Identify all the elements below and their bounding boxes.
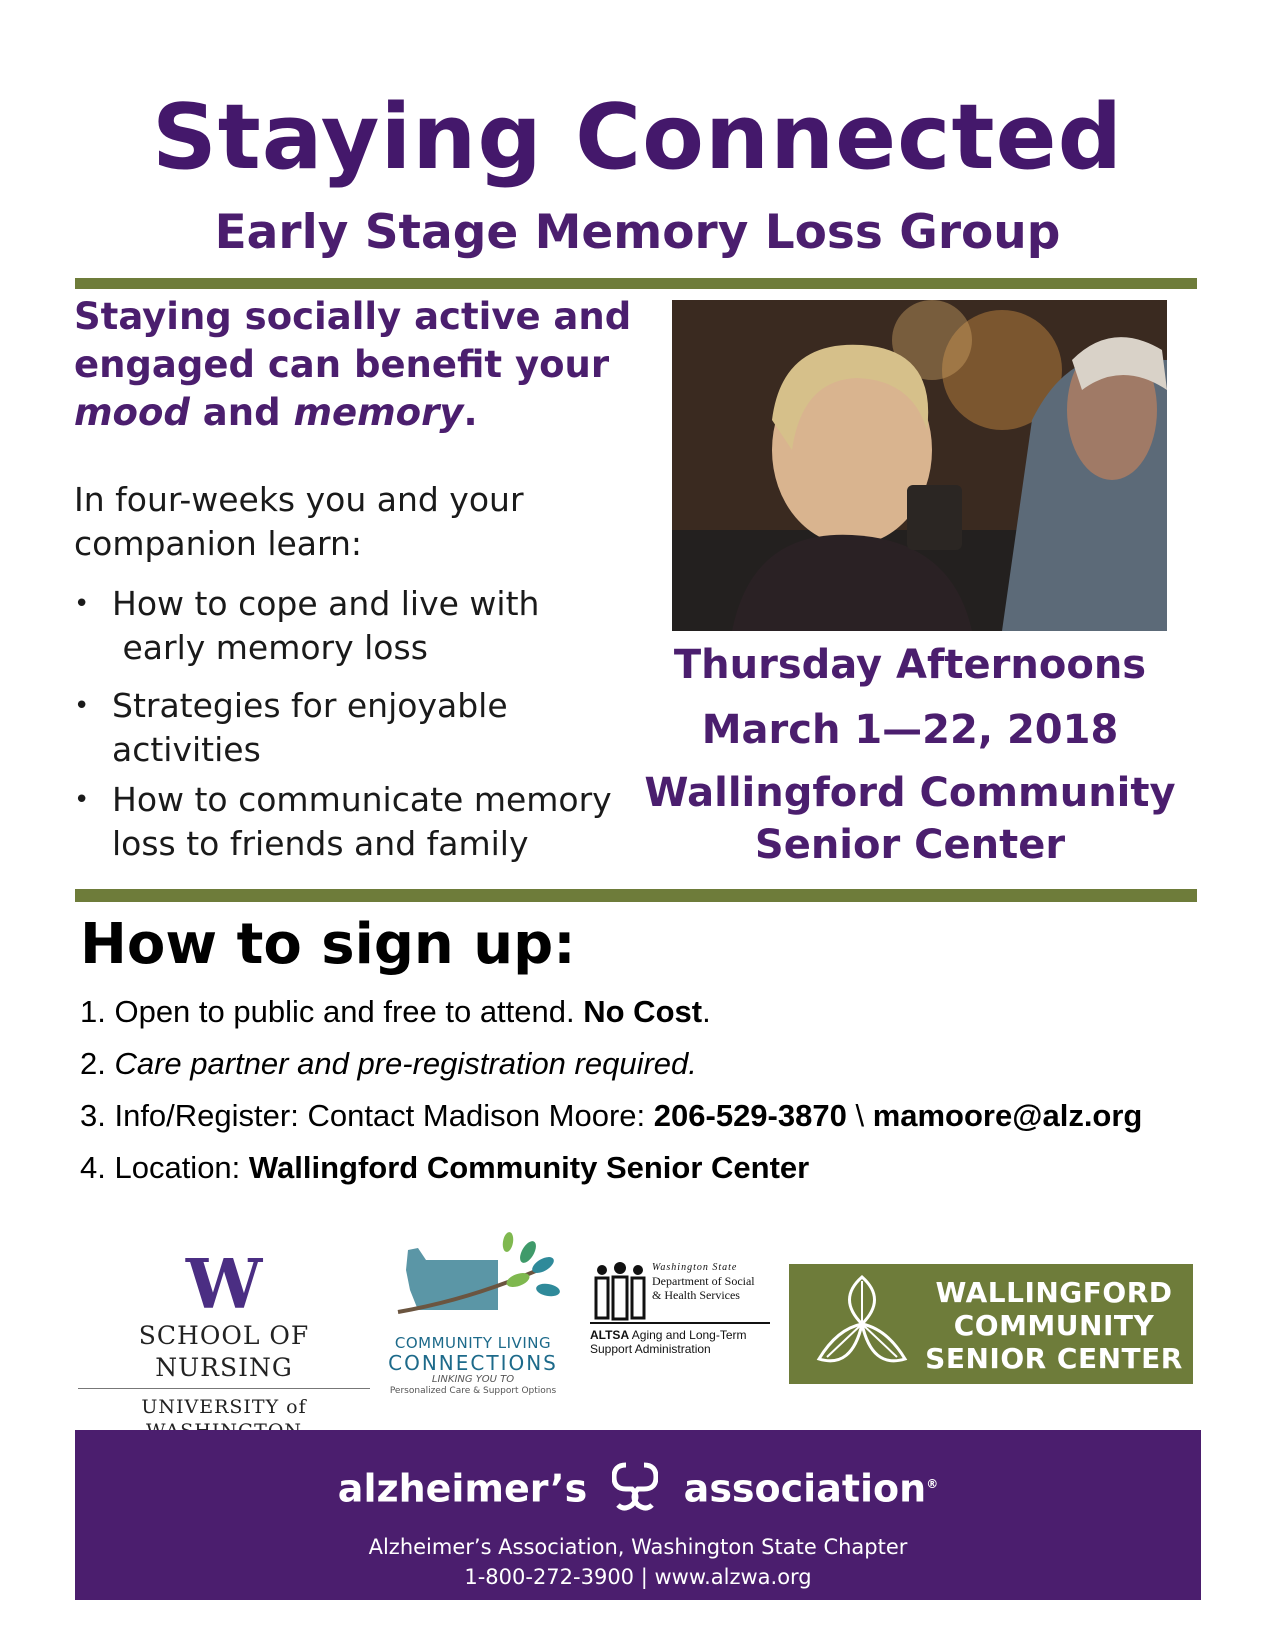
signup-step-1: [80, 992, 1230, 1032]
uw-school-name: SCHOOL OF NURSING: [138, 1321, 310, 1382]
uw-w-mark: W: [185, 1245, 263, 1325]
dshs-dept-line1: Department of Social: [652, 1274, 755, 1288]
wallingford-senior-center-logo: [789, 1264, 1193, 1384]
community-living-connections-logo: [378, 1230, 568, 1395]
dshs-people-icon: [590, 1262, 650, 1322]
alz-brand-right: association: [683, 1466, 927, 1511]
washington-state-leaf-icon: [378, 1230, 568, 1330]
bullet-line: loss to friends and family: [112, 824, 529, 863]
leaf-cluster-icon: [807, 1269, 917, 1379]
step-text: \: [846, 1098, 873, 1133]
bullet-line: How to cope and live with: [112, 584, 540, 623]
altsa-line2: Support Administration: [590, 1342, 711, 1356]
clc-tagline-sub: Personalized Care & Support Options: [389, 1386, 557, 1396]
altsa-name: Aging and Long-Term: [629, 1328, 747, 1342]
clc-name-line2: CONNECTIONS: [388, 1351, 558, 1375]
intro-memory: memory: [293, 391, 464, 434]
signup-step-2: [80, 1044, 1230, 1084]
dshs-dept-line2: & Health Services: [652, 1288, 740, 1302]
step-text: 2.: [80, 1046, 115, 1081]
step-text: 3. Info/Register: Contact Madison Moore:: [80, 1098, 654, 1133]
step-bold: No Cost: [583, 994, 703, 1029]
bullet-dot: •: [74, 589, 90, 619]
bullet-line: activities: [112, 730, 261, 769]
intro-text: Staying socially active and engaged can benefit your: [74, 295, 632, 386]
altsa-acronym: ALTSA: [590, 1328, 630, 1342]
flyer-title: Staying Connected: [151, 85, 1124, 190]
step-bold: Wallingford Community Senior Center: [248, 1150, 810, 1185]
flyer-subtitle: Early Stage Memory Loss Group: [214, 205, 1061, 260]
signup-step-4: [80, 1148, 1230, 1188]
schedule-dates: March 1—22, 2018: [701, 707, 1119, 753]
clc-name-line1: COMMUNITY LIVING: [394, 1334, 552, 1352]
contact-email: mamoore@alz.org: [872, 1098, 1143, 1133]
schedule-day: Thursday Afternoons: [673, 642, 1147, 688]
alz-purple-mark-icon: [612, 1461, 658, 1522]
step-text: 1. Open to public and free to attend.: [80, 994, 584, 1029]
registered-mark: ®: [926, 1477, 939, 1491]
contact-phone: 206-529-3870: [653, 1098, 847, 1133]
photo-two-seniors: [672, 300, 1167, 631]
alz-brand: [75, 1460, 1201, 1522]
alz-brand-left: alzheimer’s: [337, 1466, 588, 1511]
bullet-dot: •: [74, 785, 90, 815]
bullet-line: How to communicate memory: [112, 780, 612, 819]
step-text: .: [702, 994, 711, 1029]
dshs-altsa-logo: [590, 1262, 770, 1372]
signup-heading: How to sign up:: [80, 912, 576, 977]
schedule-place-line2: Senior Center: [754, 822, 1066, 868]
learn-lead: In four-weeks you and your companion learn:: [74, 480, 524, 563]
wcsc-line: COMMUNITY: [953, 1309, 1155, 1342]
chapter-contact: 1-800-272-3900 | www.alzwa.org: [464, 1565, 812, 1589]
bullet-line: early memory loss: [112, 628, 428, 667]
step-text: 4. Location:: [80, 1150, 249, 1185]
intro-statement: [74, 293, 634, 437]
intro-mood: mood: [74, 391, 190, 434]
dshs-state: Washington State: [652, 1262, 738, 1273]
top-divider: [75, 278, 1197, 289]
intro-and: and: [189, 391, 294, 434]
uw-rule: [78, 1388, 370, 1389]
wcsc-line: SENIOR CENTER: [925, 1342, 1183, 1375]
bullet-line: Strategies for enjoyable: [112, 686, 508, 725]
photo-illustration: [672, 300, 1167, 631]
chapter-name: Alzheimer’s Association, Washington State Chapter: [368, 1535, 908, 1559]
alzheimers-association-footer: [75, 1430, 1201, 1600]
wcsc-name: [919, 1276, 1189, 1375]
wcsc-line: WALLINGFORD: [935, 1276, 1173, 1309]
altsa-line1: [590, 1328, 770, 1342]
step-italic: Care partner and pre-registration required.: [114, 1046, 697, 1081]
middle-divider: [75, 889, 1197, 902]
intro-period: .: [463, 391, 478, 434]
bullet-dot: •: [74, 691, 90, 721]
uw-university-name: UNIVERSITY of: [141, 1396, 307, 1418]
schedule-place-line1: Wallingford Community: [644, 770, 1176, 816]
clc-tagline: LINKING YOU TO: [431, 1374, 515, 1385]
uw-nursing-logo: [78, 1245, 370, 1418]
signup-step-3: [80, 1096, 1230, 1136]
